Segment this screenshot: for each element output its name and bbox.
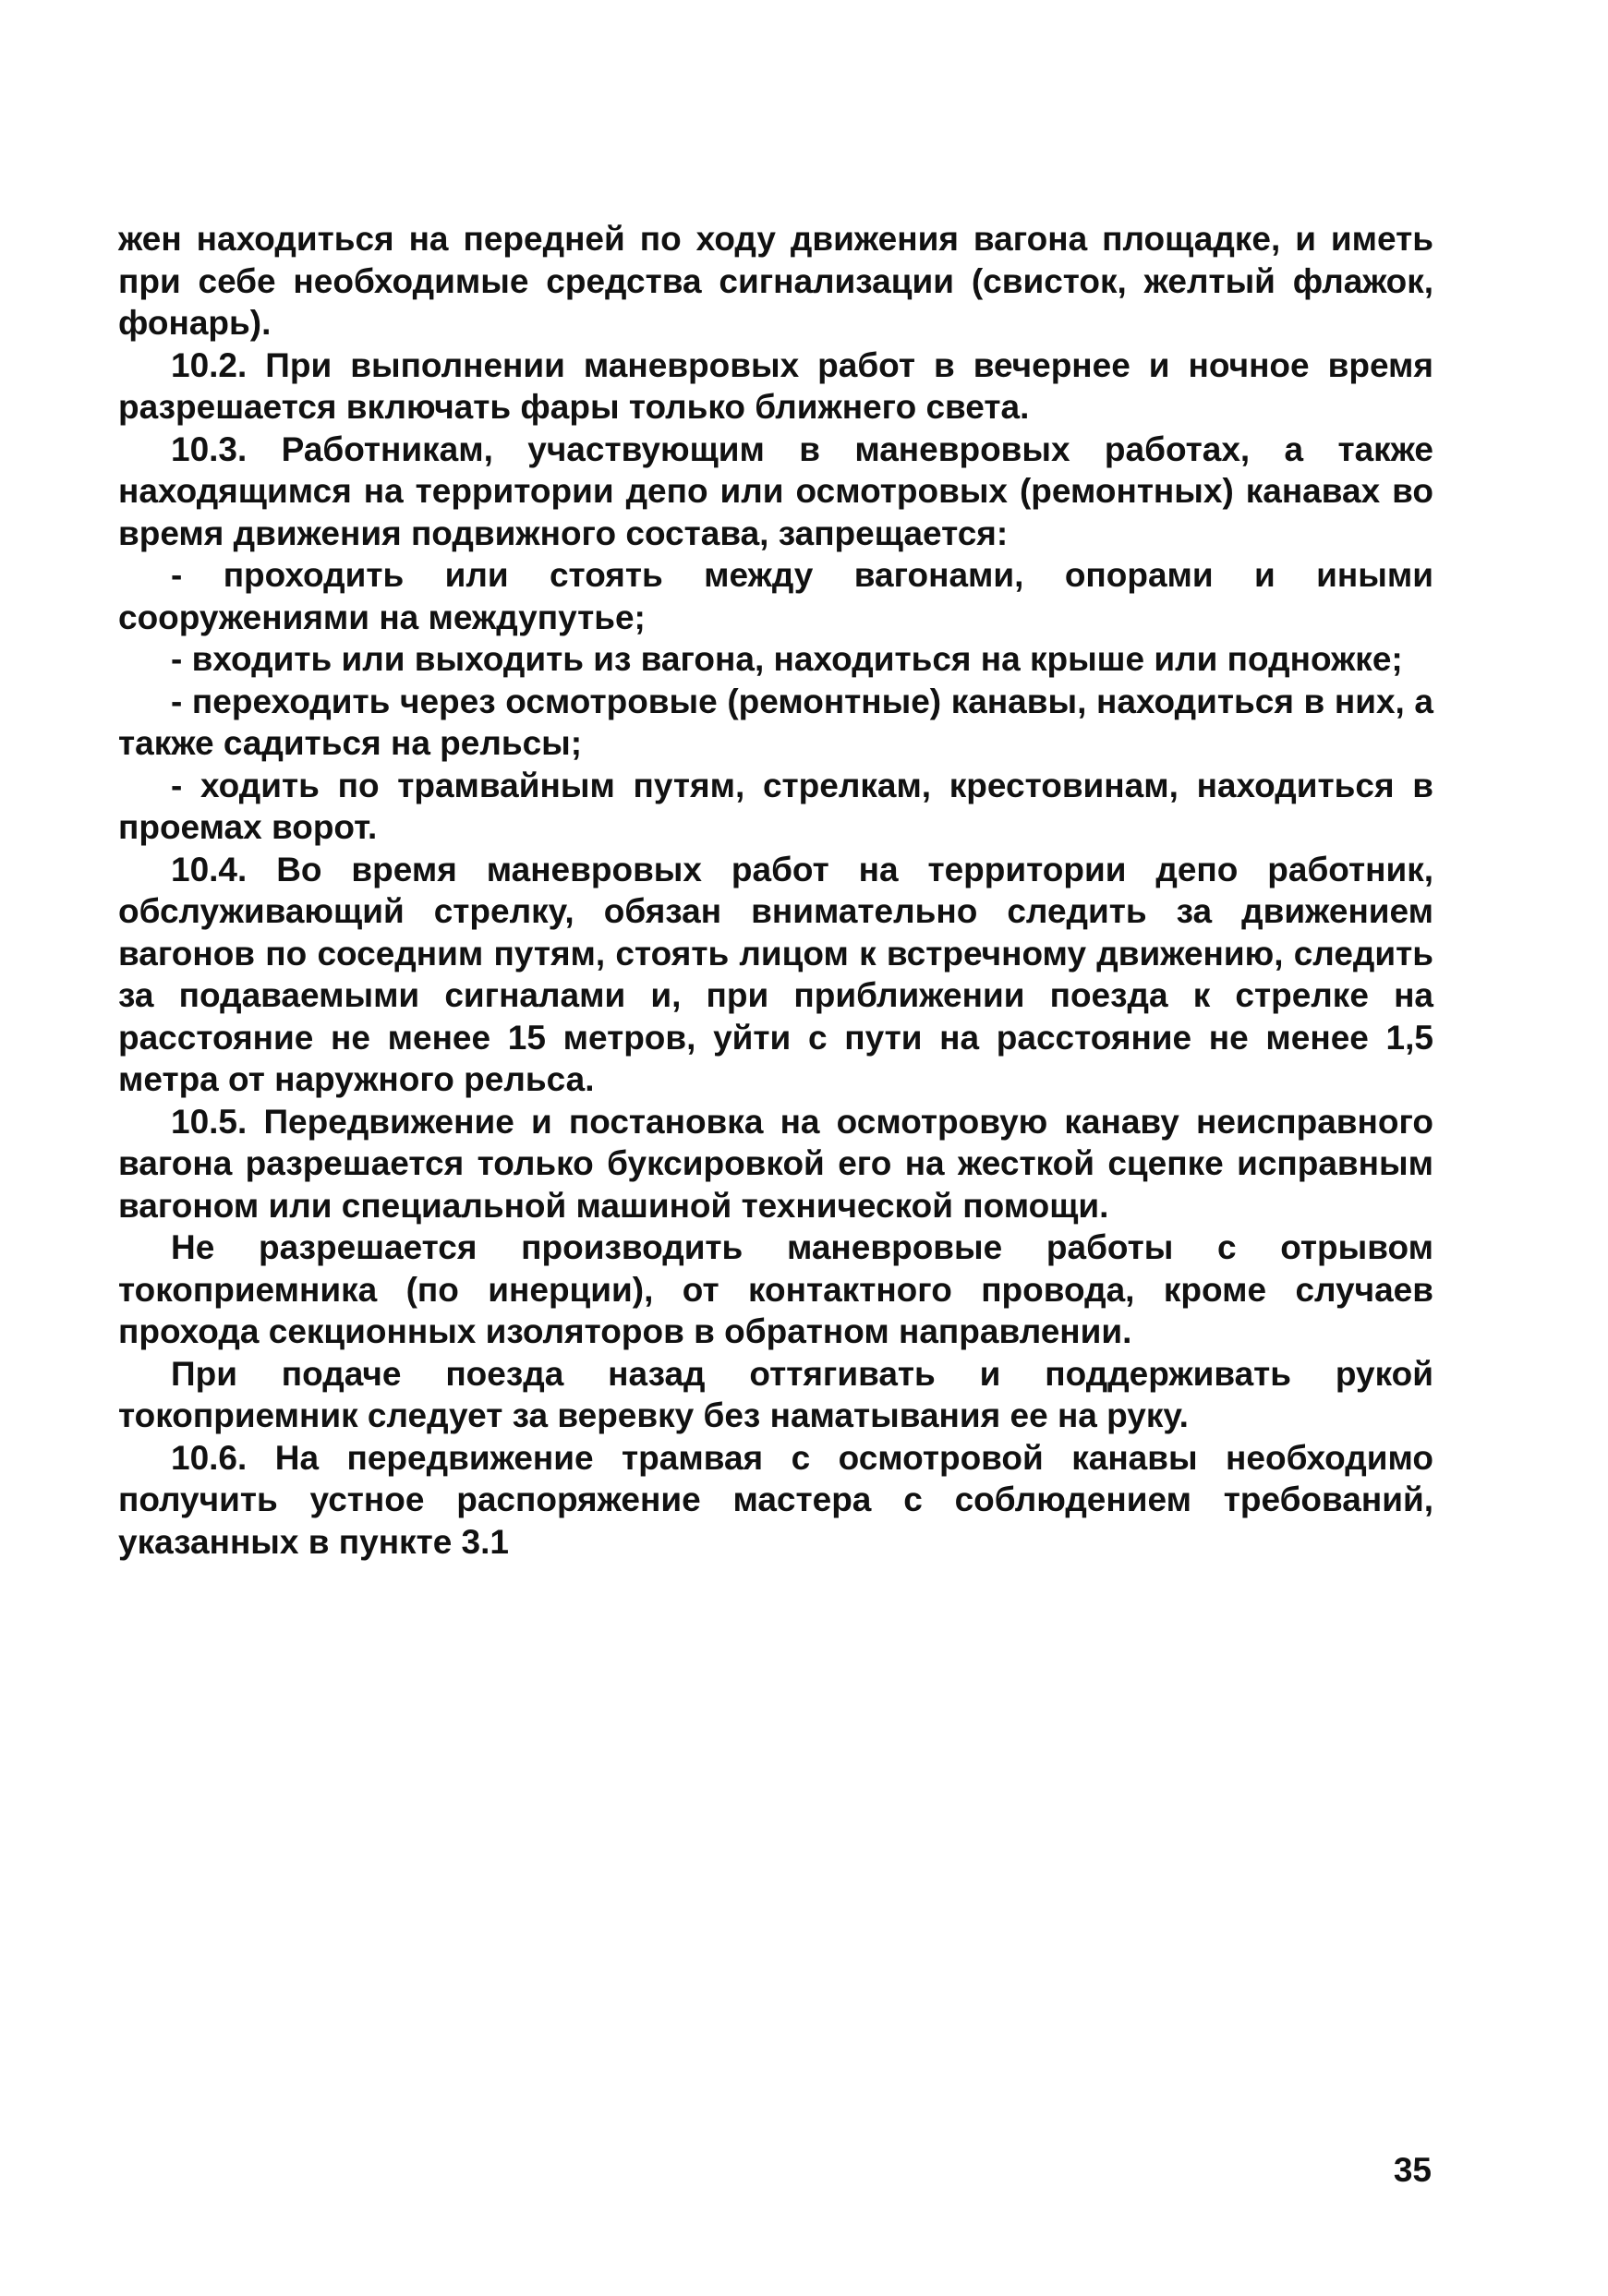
list-item-walk-tracks: - ходить по трамвайным путям, стрелкам, крестовинам, находиться в проемах ворот. bbox=[118, 766, 1433, 846]
paragraph-continuation: жен находиться на передней по ходу движения вагона площадке, и иметь при себе необходимые средства сигнализации (свисток, желтый флажок, фонарь). bbox=[118, 220, 1433, 342]
paragraph-pantograph-inertia: Не разрешается производить маневровые работы с отрывом токоприемника (по инерции), от контактного провода, кроме случаев прохода секционных изоляторов в обратном направлении. bbox=[118, 1228, 1433, 1350]
list-item-between-wagons: - проходить или стоять между вагонами, опорами и иными сооружениями на междупутье; bbox=[118, 556, 1433, 636]
paragraph-reverse-pantograph: При подаче поезда назад оттягивать и поддерживать рукой токоприемник следует за веревку без наматывания ее на руку. bbox=[118, 1354, 1433, 1434]
paragraph-10-4: 10.4. Во время маневровых работ на территории депо работник, обслуживающий стрелку, обязан внимательно следить за движением вагонов по соседним путям, стоять лицом к встречному движению, следить за подаваемыми сигналами и, при приближении поезда к стрелке на расстояние не менее 15 метров, уйти с пути на расстояние не менее 1,5 метра от наружного рельса. bbox=[118, 850, 1433, 1098]
paragraph-10-5: 10.5. Передвижение и постановка на осмотровую канаву неисправного вагона разрешается только буксировкой его на жесткой сцепке исправным вагоном или специальной машиной технической помощи. bbox=[118, 1102, 1433, 1225]
page-number: 35 bbox=[1393, 2151, 1432, 2189]
body-text bbox=[118, 218, 1433, 1563]
paragraph-10-3: 10.3. Работникам, участвующим в маневровых работах, а также находящимся на территории депо или осмотровых (ремонтных) канавах во время движения подвижного состава, запрещается: bbox=[118, 429, 1433, 552]
list-item-enter-exit-wagon: - входить или выходить из вагона, находиться на крыше или подножке; bbox=[171, 640, 1403, 678]
list-item-cross-pits: - переходить через осмотровые (ремонтные) канавы, находиться в них, а также садиться на рельсы; bbox=[118, 682, 1433, 762]
paragraph-10-2: 10.2. При выполнении маневровых работ в вечернее и ночное время разрешается включать фары только ближнего света. bbox=[118, 345, 1433, 426]
paragraph-10-6: 10.6. На передвижение трамвая с осмотровой канавы необходимо получить устное распоряжение мастера с соблюдением требований, указанных в пункте 3.1 bbox=[118, 1438, 1433, 1561]
